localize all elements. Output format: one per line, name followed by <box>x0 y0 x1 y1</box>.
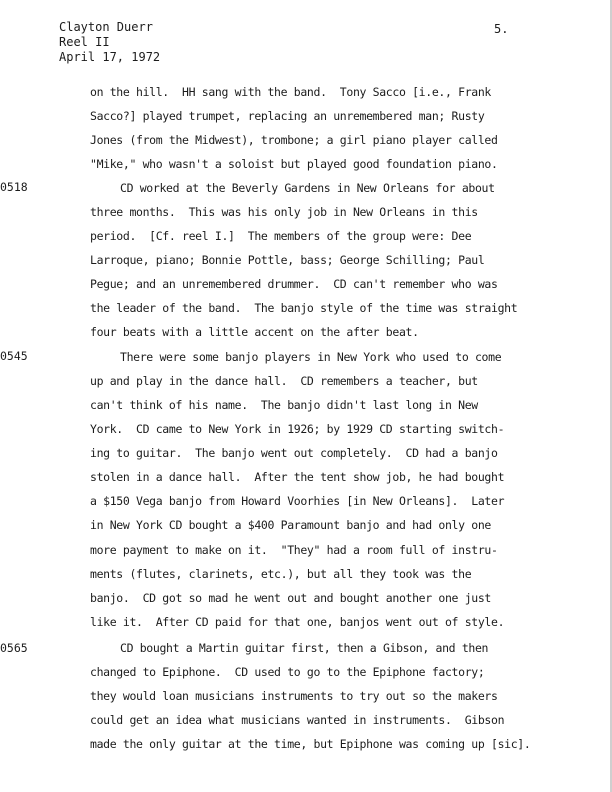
page-number: 5. <box>494 22 509 36</box>
transcript-line: they would loan musicians instruments to try out so the makers <box>90 689 498 703</box>
interview-header <box>59 20 160 65</box>
transcript-line: stolen in a dance hall. After the tent show job, he had bought <box>90 470 505 484</box>
transcript-line: ing to guitar. The banjo went out completely. CD had a banjo <box>90 446 498 460</box>
transcript-line: up and play in the dance hall. CD remembers a teacher, but <box>90 374 478 388</box>
transcript-line: a $150 Vega banjo from Howard Voorhies [in New Orleans]. Later <box>90 494 505 508</box>
transcript-line: Jones (from the Midwest), trombone; a girl piano player called <box>90 133 498 147</box>
transcript-line: period. [Cf. reel I.] The members of the group were: Dee <box>90 229 472 243</box>
transcript-line: in New York CD bought a $400 Paramount banjo and had only one <box>90 518 491 532</box>
transcript-line: made the only guitar at the time, but Epiphone was coming up [sic]. <box>90 737 531 751</box>
timestamp-0545: 0545 <box>0 349 28 363</box>
reel-label: Reel II <box>59 35 110 49</box>
timestamp-0565: 0565 <box>0 641 28 655</box>
transcript-line: the leader of the band. The banjo style of the time was straight <box>90 301 518 315</box>
transcript-line: There were some banjo players in New York who used to come <box>120 350 502 364</box>
transcript-line: like it. After CD paid for that one, banjos went out of style. <box>90 615 505 629</box>
transcript-line: Sacco?] played trumpet, replacing an unremembered man; Rusty <box>90 109 485 123</box>
transcript-line: changed to Epiphone. CD used to go to the Epiphone factory; <box>90 665 485 679</box>
transcript-line: can't think of his name. The banjo didn't last long in New <box>90 398 478 412</box>
transcript-line: three months. This was his only job in New Orleans in this <box>90 205 478 219</box>
interviewee-name: Clayton Duerr <box>59 20 153 34</box>
transcript-line: four beats with a little accent on the after beat. <box>90 325 419 339</box>
timestamp-0518: 0518 <box>0 180 28 194</box>
transcript-line: banjo. CD got so mad he went out and bought another one just <box>90 591 491 605</box>
transcript-line: on the hill. HH sang with the band. Tony Sacco [i.e., Frank <box>90 85 491 99</box>
transcript-line: ments (flutes, clarinets, etc.), but all they took was the <box>90 567 472 581</box>
transcript-line: more payment to make on it. "They" had a room full of instru- <box>90 543 498 557</box>
interview-date: April 17, 1972 <box>59 50 161 64</box>
transcript-line: could get an idea what musicians wanted in instruments. Gibson <box>90 713 505 727</box>
transcript-line: York. CD came to New York in 1926; by 1929 CD starting switch- <box>90 422 505 436</box>
transcript-line: "Mike," who wasn't a soloist but played good foundation piano. <box>90 157 498 171</box>
transcript-line: Larroque, piano; Bonnie Pottle, bass; George Schilling; Paul <box>90 253 485 267</box>
transcript-line: Pegue; and an unremembered drummer. CD can't remember who was <box>90 277 498 291</box>
transcript-line: CD bought a Martin guitar first, then a Gibson, and then <box>120 641 489 655</box>
transcript-line: CD worked at the Beverly Gardens in New Orleans for about <box>120 181 495 195</box>
